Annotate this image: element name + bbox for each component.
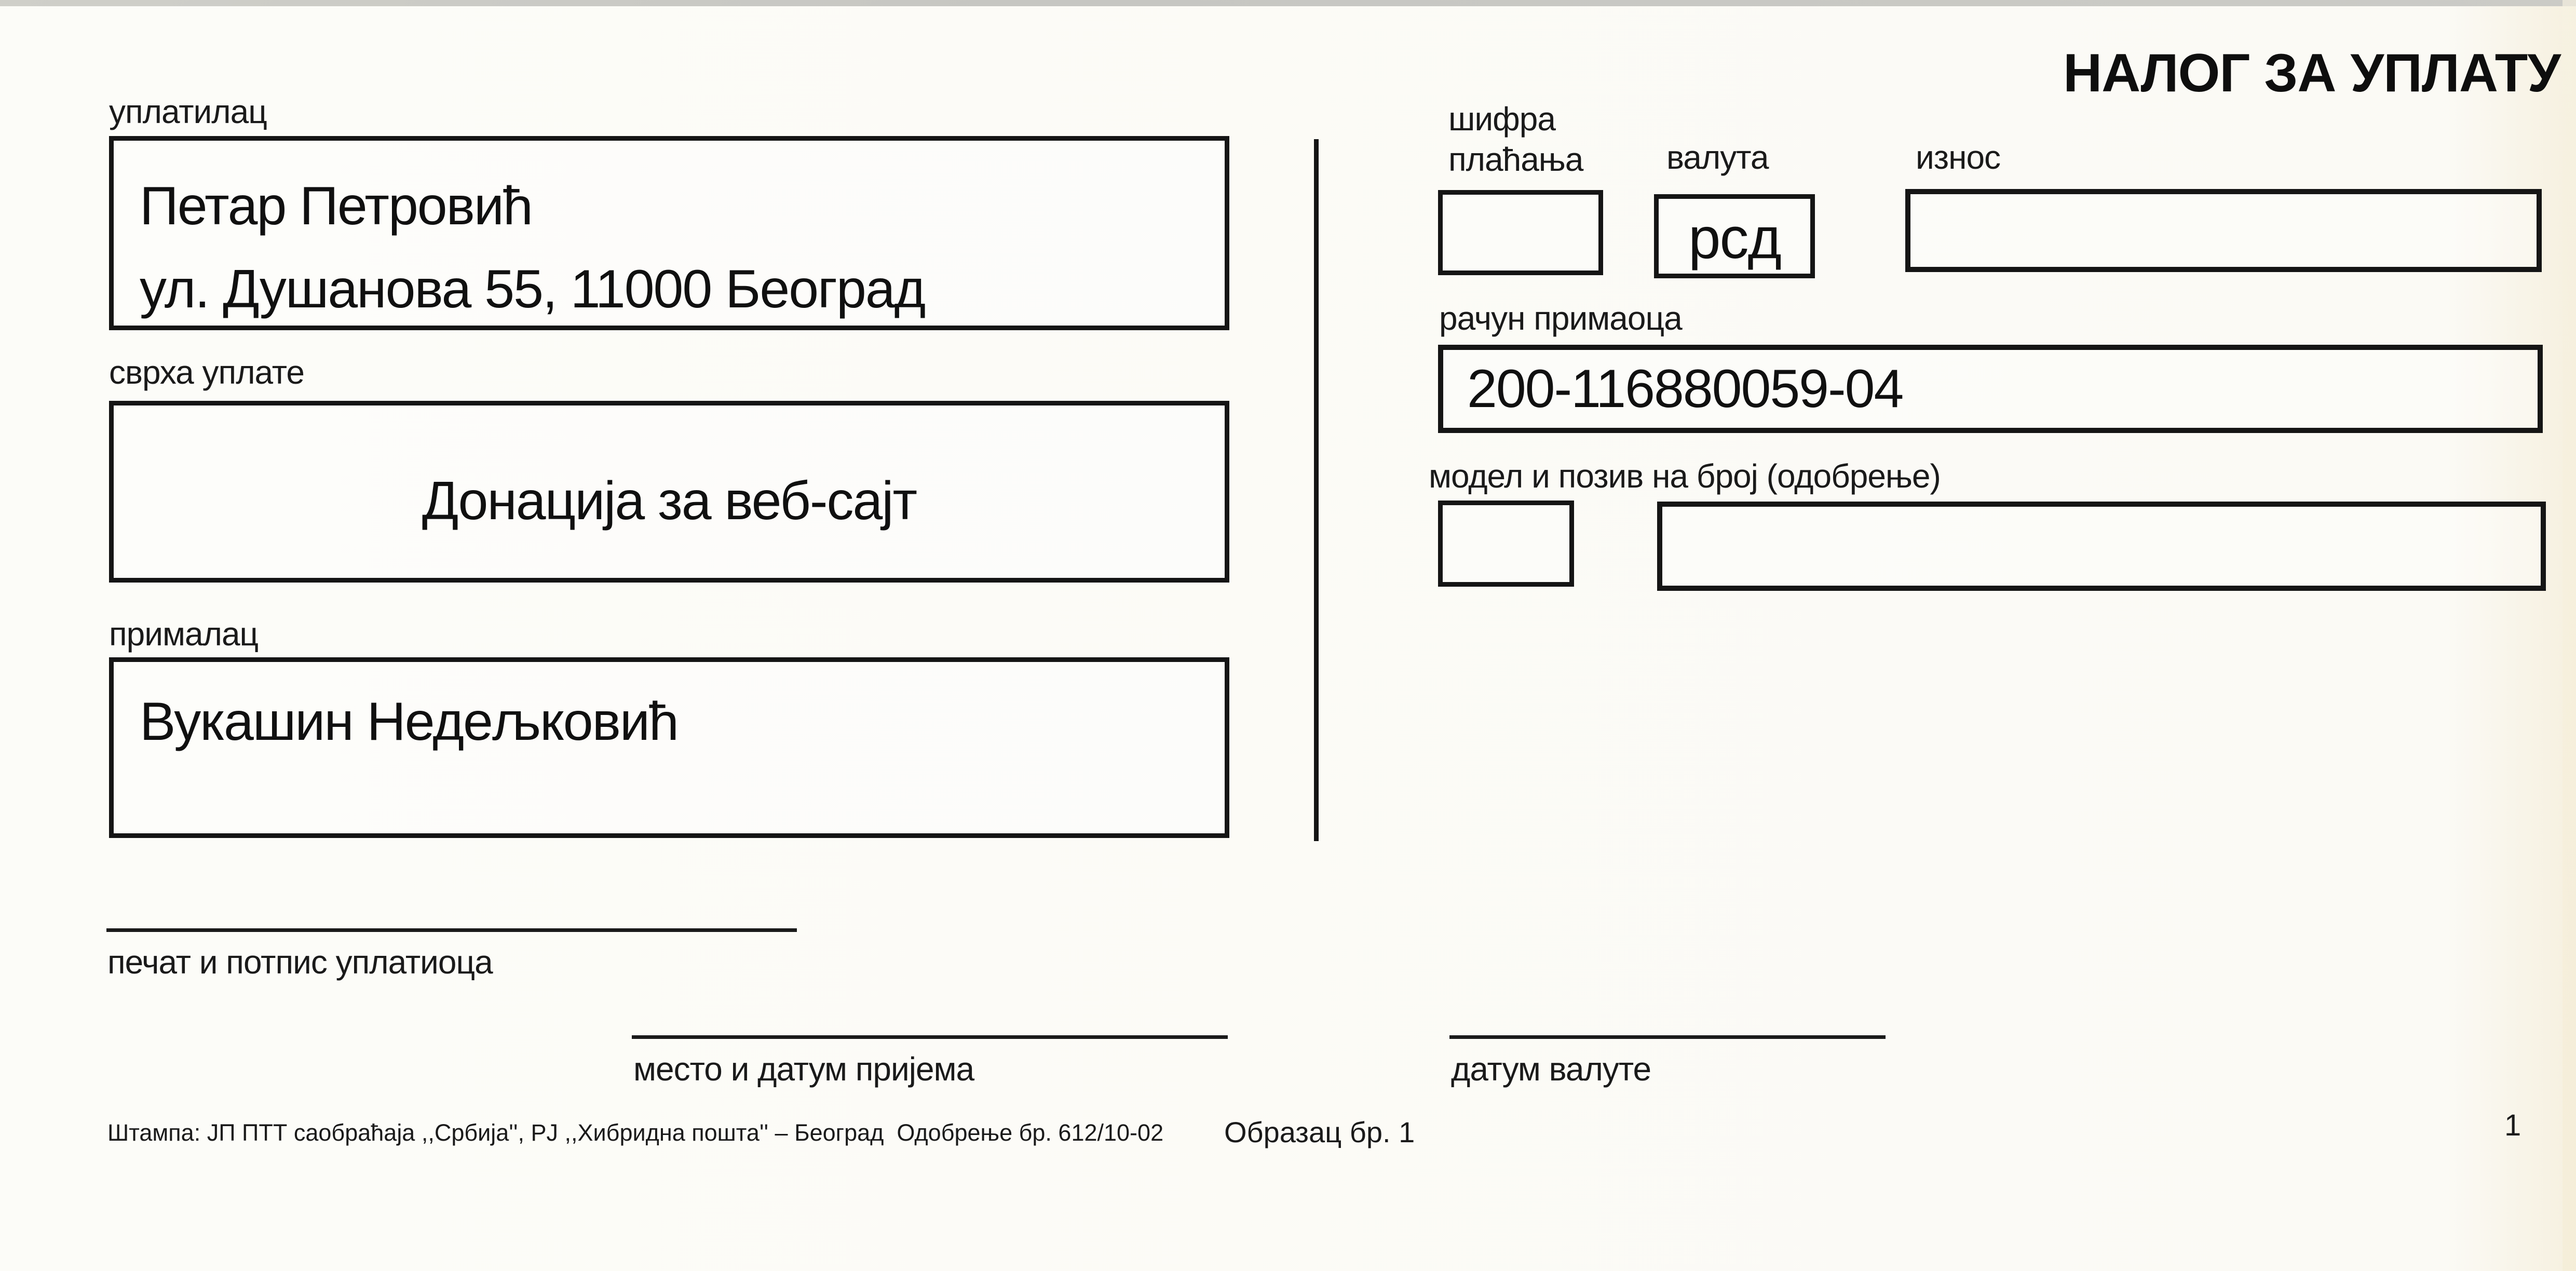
- model-box: [1438, 501, 1574, 587]
- payment-code-label-line1: шифра: [1448, 100, 1555, 138]
- payment-code-box: [1438, 190, 1603, 275]
- value-date-label: датум валуте: [1451, 1050, 1651, 1088]
- stamp-signature-label: печат и потпис уплатиоца: [107, 943, 493, 981]
- purpose-box: [109, 401, 1229, 583]
- recipient-account-label: рачун примаоца: [1439, 300, 1682, 337]
- place-date-line: [632, 1035, 1228, 1039]
- place-date-label: место и датум пријема: [633, 1050, 974, 1088]
- recipient-box: [109, 657, 1229, 838]
- reference-number-box: [1657, 502, 2546, 591]
- currency-label: валута: [1666, 139, 1769, 176]
- purpose-value: Донација за веб-сајт: [422, 470, 917, 531]
- scan-top-edge: [0, 0, 2576, 6]
- payment-code-label-line2: плаћања: [1448, 141, 1583, 178]
- recipient-label: прималац: [109, 615, 259, 653]
- payer-box: [109, 136, 1229, 330]
- payer-name-line: Петар Петровић: [140, 176, 532, 236]
- recipient-account-value: 200-116880059-04: [1467, 358, 1903, 419]
- print-note: Штампа: ЈП ПТТ саобраћаја ,,Србија'', РЈ ,,Хибридна пошта'' – Београд Одобрење бр. 612/10-02: [107, 1119, 1164, 1146]
- form-number: Образац бр. 1: [1224, 1116, 1415, 1148]
- model-reference-label: модел и позив на број (одобрење): [1429, 457, 1941, 495]
- page-number: 1: [2504, 1108, 2521, 1142]
- amount-label: износ: [1916, 139, 2001, 176]
- payer-label: уплатилац: [109, 93, 267, 130]
- recipient-account-box: [1438, 345, 2543, 433]
- purpose-label: сврха уплате: [109, 354, 304, 391]
- payment-code-label: [1448, 99, 1583, 180]
- currency-value: рсд: [1688, 205, 1781, 271]
- section-divider-line: [1314, 139, 1319, 841]
- form-title: НАЛОГ ЗА УПЛАТУ: [2063, 43, 2560, 103]
- currency-box: [1654, 194, 1815, 278]
- scan-right-edge: [2563, 0, 2576, 1271]
- stamp-signature-line: [106, 928, 797, 932]
- value-date-line: [1449, 1035, 1886, 1039]
- recipient-value: Вукашин Недељковић: [140, 692, 678, 752]
- amount-box: [1905, 189, 2542, 272]
- payer-address-line: ул. Душанова 55, 11000 Београд: [140, 259, 925, 319]
